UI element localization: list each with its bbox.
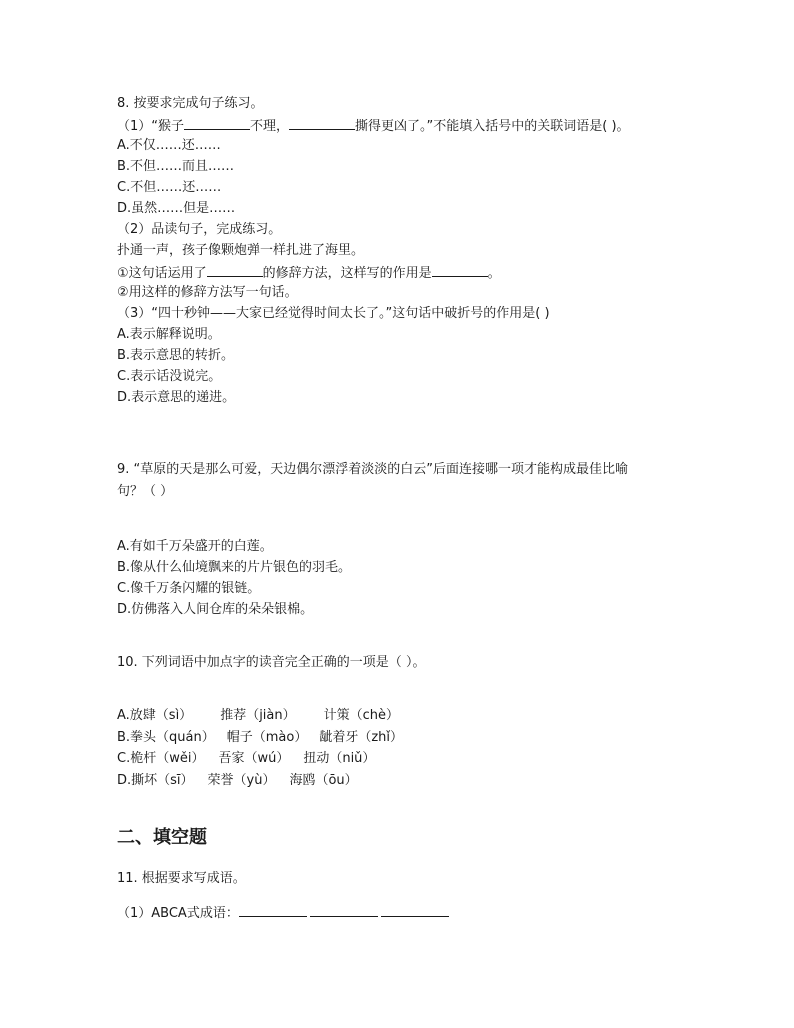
q9-stem-line1: 9. “草原的天是那么可爱，天边偶尔漂浮着淡淡的白云”后面连接哪一项才能构成最佳比喻: [117, 462, 629, 477]
answer-blank[interactable]: [239, 903, 307, 917]
q8-part2-title: （2）品读句子，完成练习。: [117, 222, 282, 237]
answer-blank[interactable]: [289, 116, 355, 130]
answer-blank[interactable]: [184, 116, 250, 130]
q8-p3-option-d: D.表示意思的递进。: [117, 390, 236, 405]
q11-title: 11. 根据要求写成语。: [117, 871, 246, 886]
q8-option-d: D.虽然……但是……: [117, 201, 236, 216]
q11-part1-label: （1）ABCA式成语：: [117, 906, 239, 921]
q9-option-c: C.像千万条闪耀的银链。: [117, 581, 261, 596]
q8-part3-stem: （3）“四十秒钟——大家已经觉得时间太长了。”这句话中破折号的作用是( ): [117, 306, 550, 321]
q8-part1-text-a: （1）“猴子: [117, 119, 185, 134]
q8-part2-sentence: 扑通一声，孩子像颗炮弹一样扎进了海里。: [117, 243, 365, 258]
q10-option-a: [117, 707, 399, 725]
q8-p3-option-c: C.表示话没说完。: [117, 369, 222, 384]
q10-d-word3: 海鸥（ōu）: [289, 773, 358, 788]
answer-blank[interactable]: [381, 903, 449, 917]
q8-p3-option-a: A.表示解释说明。: [117, 327, 221, 342]
q10-b-word3: 龇着牙（zhǐ）: [319, 730, 404, 745]
q9-option-b: B.像从什么仙境飘来的片片银色的羽毛。: [117, 560, 352, 575]
q10-a-word1: A.放肆（sì）: [117, 708, 193, 723]
q10-b-word1: B.拳头（quán）: [117, 730, 215, 745]
q10-option-c: [117, 750, 375, 768]
q10-a-word2: 推荐（jiàn）: [220, 708, 296, 723]
q8-part1-text-c: 撕得更凶了。”不能填入括号中的关联词语是( )。: [355, 119, 630, 134]
q9-option-a: A.有如千万朵盛开的白莲。: [117, 539, 273, 554]
q10-c-word3: 扭动（niǔ）: [303, 751, 376, 766]
q10-option-d: [117, 772, 358, 790]
q10-title: 10. 下列词语中加点字的读音完全正确的一项是（ ）。: [117, 655, 426, 670]
q10-d-word1: D.撕坏（sī）: [117, 773, 194, 788]
q10-a-word3: 计策（chè）: [323, 708, 400, 723]
answer-blank[interactable]: [432, 263, 488, 277]
q10-c-word2: 吾家（wú）: [218, 751, 290, 766]
q8-option-a: A.不仅……还……: [117, 138, 221, 153]
answer-blank[interactable]: [207, 263, 263, 277]
q8-title: 8. 按要求完成句子练习。: [117, 96, 264, 111]
q11-part1: [117, 903, 449, 923]
q10-option-b: [117, 729, 403, 747]
q8-part1-stem: [117, 116, 630, 136]
q8-part2-q1: [117, 263, 501, 283]
q9-stem-line2: 句？（ ）: [117, 484, 174, 499]
q8-part2-q1-text-c: 。: [487, 266, 501, 281]
q8-option-b: B.不但……而且……: [117, 159, 235, 174]
answer-blank[interactable]: [310, 903, 378, 917]
q8-part2-q1-text-b: 的修辞方法，这样写的作用是: [262, 266, 432, 281]
q10-c-word1: C.桅杆（wěi）: [117, 751, 205, 766]
q8-p3-option-b: B.表示意思的转折。: [117, 348, 235, 363]
q10-b-word2: 帽子（mào）: [226, 730, 308, 745]
q9-option-d: D.仿佛落入人间仓库的朵朵银棉。: [117, 602, 314, 617]
q8-part1-text-b: 不理，: [250, 119, 290, 134]
section-heading-fill-in: 二、填空题: [117, 827, 207, 848]
q8-part2-q1-text-a: ①这句话运用了: [117, 266, 207, 281]
q8-part2-q2: ②用这样的修辞方法写一句话。: [117, 285, 298, 300]
q8-option-c: C.不但……还……: [117, 180, 222, 195]
q10-d-word2: 荣誉（yù）: [207, 773, 276, 788]
